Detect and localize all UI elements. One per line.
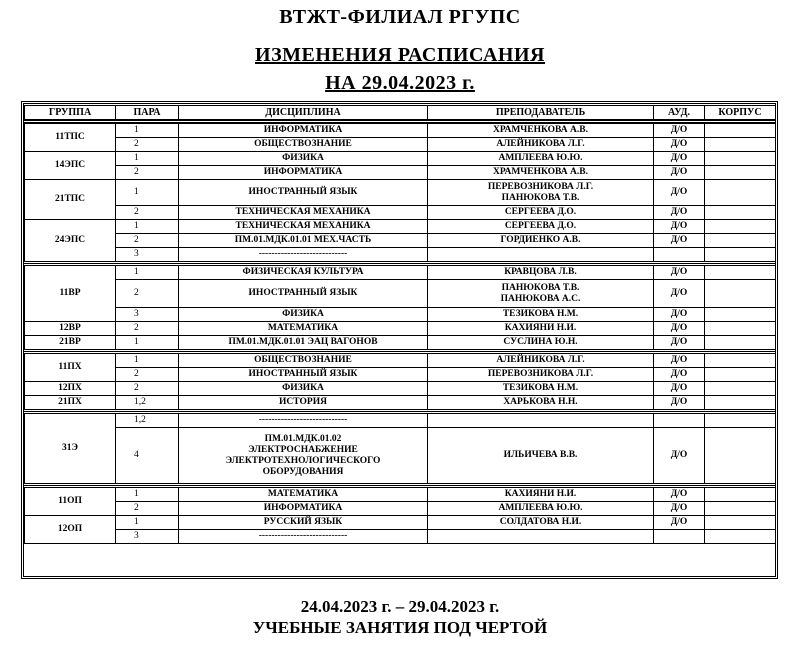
korpus-cell — [704, 335, 776, 350]
aud-cell — [653, 247, 705, 262]
discipline-cell: ПМ.01.МДК.01.01 МЕХ.ЧАСТЬ — [178, 233, 428, 248]
group-name-cell: 14ЭПС — [24, 151, 116, 180]
group-name-cell: 31Э — [24, 413, 116, 484]
para-cell: 2 — [115, 381, 179, 396]
para-cell: 2 — [115, 137, 179, 152]
korpus-cell — [704, 123, 776, 138]
aud-cell: Д/О — [653, 395, 705, 410]
col-header-teacher: ПРЕПОДАВАТЕЛЬ — [427, 105, 654, 120]
teacher-cell: АМПЛЕЕВА Ю.Ю. — [427, 501, 654, 516]
para-cell: 2 — [115, 367, 179, 382]
teacher-cell: ТЕЗИКОВА Н.М. — [427, 381, 654, 396]
para-cell: 2 — [115, 321, 179, 336]
schedule-table — [24, 105, 775, 576]
korpus-cell — [704, 487, 776, 502]
aud-cell: Д/О — [653, 151, 705, 166]
group-name-cell: 12ОП — [24, 515, 116, 544]
institution-title: ВТЖТ-ФИЛИАЛ РГУПС — [279, 6, 521, 28]
discipline-cell: ИНФОРМАТИКА — [178, 165, 428, 180]
page-title: ИЗМЕНЕНИЯ РАСПИСАНИЯ — [255, 44, 545, 66]
teacher-cell: КАХИЯНИ Н.И. — [427, 321, 654, 336]
aud-cell: Д/О — [653, 205, 705, 220]
para-cell: 1,2 — [115, 413, 179, 428]
col-header-discipline: ДИСЦИПЛИНА — [178, 105, 428, 120]
para-cell: 3 — [115, 307, 179, 322]
group-name-cell: 24ЭПС — [24, 219, 116, 262]
discipline-cell: ---------------------------- — [178, 529, 428, 544]
aud-cell: Д/О — [653, 219, 705, 234]
discipline-cell: ОБЩЕСТВОЗНАНИЕ — [178, 353, 428, 368]
para-cell: 1,2 — [115, 395, 179, 410]
discipline-cell: МАТЕМАТИКА — [178, 321, 428, 336]
group-name-cell: 11ТПС — [24, 123, 116, 152]
teacher-cell: СЕРГЕЕВА Д.О. — [427, 205, 654, 220]
group-name-cell: 21ПХ — [24, 395, 116, 410]
aud-cell: Д/О — [653, 137, 705, 152]
para-cell: 2 — [115, 205, 179, 220]
aud-cell: Д/О — [653, 487, 705, 502]
aud-cell: Д/О — [653, 381, 705, 396]
teacher-cell — [427, 529, 654, 544]
teacher-cell: ХАРЬКОВА Н.Н. — [427, 395, 654, 410]
section-divider — [24, 349, 775, 352]
aud-cell: Д/О — [653, 427, 705, 484]
aud-cell: Д/О — [653, 501, 705, 516]
para-cell: 1 — [115, 219, 179, 234]
para-cell: 1 — [115, 123, 179, 138]
aud-cell: Д/О — [653, 335, 705, 350]
korpus-cell — [704, 137, 776, 152]
para-cell: 1 — [115, 151, 179, 166]
teacher-cell: СОЛДАТОВА Н.И. — [427, 515, 654, 530]
para-cell: 1 — [115, 265, 179, 280]
korpus-cell — [704, 529, 776, 544]
discipline-cell: ТЕХНИЧЕСКАЯ МЕХАНИКА — [178, 219, 428, 234]
discipline-cell: ИНОСТРАННЫЙ ЯЗЫК — [178, 279, 428, 308]
col-header-para: ПАРА — [115, 105, 179, 120]
aud-cell: Д/О — [653, 233, 705, 248]
group-name-cell: 11ПХ — [24, 353, 116, 382]
para-cell: 4 — [115, 427, 179, 484]
korpus-cell — [704, 219, 776, 234]
teacher-cell: ПЕРЕВОЗНИКОВА Л.Г. ПАНЮКОВА Т.В. — [427, 179, 654, 206]
teacher-cell: КАХИЯНИ Н.И. — [427, 487, 654, 502]
discipline-cell: ТЕХНИЧЕСКАЯ МЕХАНИКА — [178, 205, 428, 220]
korpus-cell — [704, 151, 776, 166]
teacher-cell: ТЕЗИКОВА Н.М. — [427, 307, 654, 322]
section-divider — [24, 261, 775, 264]
korpus-cell — [704, 367, 776, 382]
para-cell: 3 — [115, 247, 179, 262]
group-name-cell: 21ТПС — [24, 179, 116, 220]
korpus-cell — [704, 279, 776, 308]
korpus-cell — [704, 307, 776, 322]
para-cell: 1 — [115, 353, 179, 368]
aud-cell — [653, 529, 705, 544]
korpus-cell — [704, 353, 776, 368]
korpus-cell — [704, 179, 776, 206]
para-cell: 1 — [115, 487, 179, 502]
teacher-cell: ПЕРЕВОЗНИКОВА Л.Г. — [427, 367, 654, 382]
korpus-cell — [704, 427, 776, 484]
discipline-cell: ПМ.01.МДК.01.01 ЭАЦ ВАГОНОВ — [178, 335, 428, 350]
teacher-cell — [427, 247, 654, 262]
footer-date-range: 24.04.2023 г. – 29.04.2023 г. — [300, 597, 500, 616]
aud-cell: Д/О — [653, 165, 705, 180]
discipline-cell: МАТЕМАТИКА — [178, 487, 428, 502]
group-name-cell: 11ОП — [24, 487, 116, 516]
aud-cell — [653, 413, 705, 428]
teacher-cell: СЕРГЕЕВА Д.О. — [427, 219, 654, 234]
aud-cell: Д/О — [653, 353, 705, 368]
group-name-cell: 12ВР — [24, 321, 116, 336]
para-cell: 2 — [115, 279, 179, 308]
discipline-cell: ФИЗИКА — [178, 151, 428, 166]
teacher-cell — [427, 413, 654, 428]
korpus-cell — [704, 515, 776, 530]
teacher-cell: ПАНЮКОВА Т.В. ПАНЮКОВА А.С. — [427, 279, 654, 308]
korpus-cell — [704, 247, 776, 262]
discipline-cell: ПМ.01.МДК.01.02 ЭЛЕКТРОСНАБЖЕНИЕ ЭЛЕКТРОТЕХНОЛОГИЧЕСКОГО ОБОРУДОВАНИЯ — [178, 427, 428, 484]
discipline-cell: ИНОСТРАННЫЙ ЯЗЫК — [178, 367, 428, 382]
col-header-korpus: КОРПУС — [704, 105, 776, 120]
korpus-cell — [704, 381, 776, 396]
group-name-cell: 11ВР — [24, 265, 116, 322]
korpus-cell — [704, 395, 776, 410]
discipline-cell: РУССКИЙ ЯЗЫК — [178, 515, 428, 530]
para-cell: 2 — [115, 165, 179, 180]
aud-cell: Д/О — [653, 321, 705, 336]
aud-cell: Д/О — [653, 307, 705, 322]
korpus-cell — [704, 501, 776, 516]
para-cell: 1 — [115, 179, 179, 206]
korpus-cell — [704, 265, 776, 280]
discipline-cell: ФИЗИЧЕСКАЯ КУЛЬТУРА — [178, 265, 428, 280]
aud-cell: Д/О — [653, 279, 705, 308]
teacher-cell: ХРАМЧЕНКОВА А.В. — [427, 123, 654, 138]
discipline-cell: ИНОСТРАННЫЙ ЯЗЫК — [178, 179, 428, 206]
teacher-cell: АЛЕЙНИКОВА Л.Г. — [427, 137, 654, 152]
discipline-cell: ИНФОРМАТИКА — [178, 123, 428, 138]
teacher-cell: АЛЕЙНИКОВА Л.Г. — [427, 353, 654, 368]
aud-cell: Д/О — [653, 367, 705, 382]
group-name-cell: 12ПХ — [24, 381, 116, 396]
para-cell: 2 — [115, 233, 179, 248]
teacher-cell: СУСЛИНА Ю.Н. — [427, 335, 654, 350]
para-cell: 1 — [115, 335, 179, 350]
section-divider — [24, 409, 775, 412]
korpus-cell — [704, 233, 776, 248]
group-name-cell: 21ВР — [24, 335, 116, 350]
para-cell: 2 — [115, 501, 179, 516]
teacher-cell: ХРАМЧЕНКОВА А.В. — [427, 165, 654, 180]
col-header-aud: АУД. — [653, 105, 705, 120]
aud-cell: Д/О — [653, 179, 705, 206]
para-cell: 3 — [115, 529, 179, 544]
aud-cell: Д/О — [653, 123, 705, 138]
aud-cell: Д/О — [653, 265, 705, 280]
korpus-cell — [704, 165, 776, 180]
para-cell: 1 — [115, 515, 179, 530]
discipline-cell: ФИЗИКА — [178, 381, 428, 396]
footer-note: УЧЕБНЫЕ ЗАНЯТИЯ ПОД ЧЕРТОЙ — [252, 618, 548, 637]
discipline-cell: ОБЩЕСТВОЗНАНИЕ — [178, 137, 428, 152]
teacher-cell: КРАВЦОВА Л.В. — [427, 265, 654, 280]
discipline-cell: ---------------------------- — [178, 413, 428, 428]
section-divider — [24, 483, 775, 486]
korpus-cell — [704, 205, 776, 220]
teacher-cell: ГОРДИЕНКО А.В. — [427, 233, 654, 248]
discipline-cell: ---------------------------- — [178, 247, 428, 262]
discipline-cell: ИСТОРИЯ — [178, 395, 428, 410]
teacher-cell: ИЛЬИЧЕВА В.В. — [427, 427, 654, 484]
schedule-date: НА 29.04.2023 г. — [325, 72, 475, 94]
teacher-cell: АМПЛЕЕВА Ю.Ю. — [427, 151, 654, 166]
aud-cell: Д/О — [653, 515, 705, 530]
korpus-cell — [704, 413, 776, 428]
col-header-group: ГРУППА — [24, 105, 116, 120]
discipline-cell: ИНФОРМАТИКА — [178, 501, 428, 516]
korpus-cell — [704, 321, 776, 336]
discipline-cell: ФИЗИКА — [178, 307, 428, 322]
